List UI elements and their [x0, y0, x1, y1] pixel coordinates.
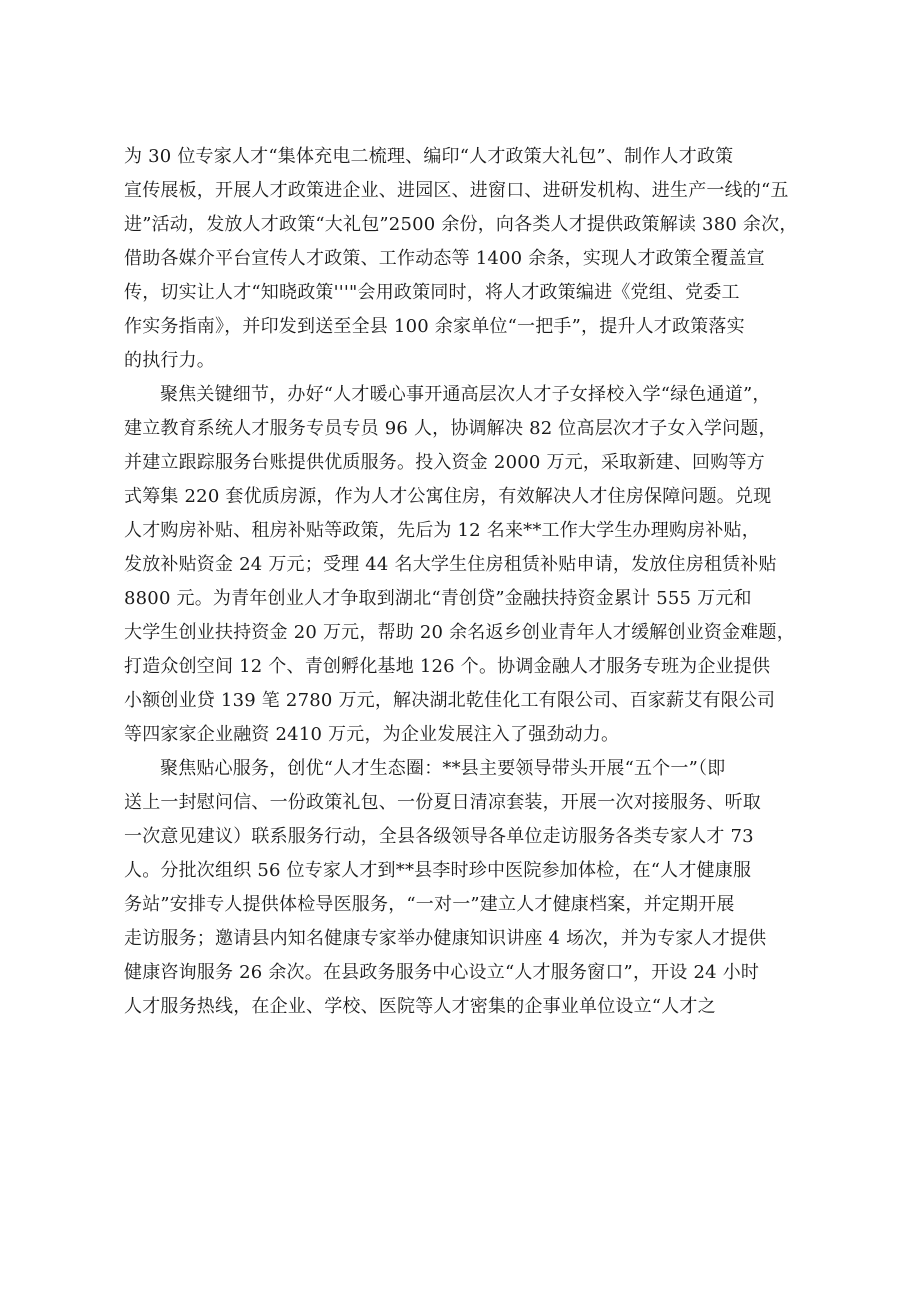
text-line: 健康咨询服务 26 余次。在县政务服务中心设立“人才服务窗口”，开设 24 小时	[124, 962, 760, 983]
text-line: 送上一封慰问信、一份政策礼包、一份夏日清凉套装，开展一次对接服务、听取	[124, 792, 761, 813]
text-line: 人才购房补贴、租房补贴等政策，先后为 12 名来**工作大学生办理购房补贴，	[124, 520, 760, 541]
text-line: 8800 元。为青年创业人才争取到湖北“青创贷”金融扶持资金累计 555 万元和	[124, 588, 752, 609]
text-line: 的执行力。	[124, 350, 215, 371]
text-line: 小额创业贷 139 笔 2780 万元，解决湖北乾佳化工有限公司、百家薪艾有限公司	[124, 690, 776, 711]
text-line: 建立教育系统人才服务专员专员 96 人，协调解决 82 位高层次才子女入学问题，	[124, 418, 777, 439]
text-line: 人。分批次组织 56 位专家人才到**县李时珍中医院参加体检，在“人才健康服	[124, 860, 752, 881]
paragraph-2	[124, 378, 824, 752]
text-line: 传，切实让人才“知晓政策'''"会用政策同时，将人才政策编进《党组、党委工	[124, 282, 740, 303]
text-line: 聚焦贴心服务，创优“人才生态圈：**县主要领导带头开展“五个一”（即	[160, 758, 726, 779]
text-line: 聚焦关键细节，办好“人才暖心事开通高层次人才子女择校入学“绿色通道”，	[160, 384, 771, 405]
text-line: 发放补贴资金 24 万元；受理 44 名大学生住房租赁补贴申请，发放住房租赁补贴	[124, 554, 777, 575]
text-line: 并建立跟踪服务台账提供优质服务。投入资金 2000 万元，采取新建、回购等方	[124, 452, 765, 473]
text-line: 宣传展板，开展人才政策进企业、进园区、进窗口、进研发机构、进生产一线的“五	[124, 180, 789, 201]
text-line: 走访服务；邀请县内知名健康专家举办健康知识讲座 4 场次，并为专家人才提供	[124, 928, 767, 949]
text-line: 务站”安排专人提供体检导医服务，“一对一”建立人才健康档案，并定期开展	[124, 894, 735, 915]
paragraph-3	[124, 752, 824, 1024]
text-line: 借助各媒介平台宣传人才政策、工作动态等 1400 余条，实现人才政策全覆盖宣	[124, 248, 765, 269]
text-line: 进”活动，发放人才政策“大礼包”2500 余份，向各类人才提供政策解读 380 余次，	[124, 214, 798, 235]
text-line: 作实务指南》，并印发到送至全县 100 余家单位“一把手”，提升人才政策落实	[124, 316, 745, 337]
text-line: 大学生创业扶持资金 20 万元，帮助 20 余名返乡创业青年人才缓解创业资金难题，	[124, 622, 795, 643]
paragraph-1	[124, 140, 824, 378]
text-line: 为 30 位专家人才“集体充电二梳理、编印“人才政策大礼包”、制作人才政策	[124, 146, 734, 167]
text-line: 式筹集 220 套优质房源，作为人才公寓住房，有效解决人才住房保障问题。兑现	[124, 486, 772, 507]
text-line: 打造众创空间 12 个、青创孵化基地 126 个。协调金融人才服务专班为企业提供	[124, 656, 771, 677]
text-line: 人才服务热线，在企业、学校、医院等人才密集的企事业单位设立“人才之	[124, 996, 716, 1017]
text-line: 一次意见建议）联系服务行动，全县各级领导各单位走访服务各类专家人才 73	[124, 826, 754, 847]
text-line: 等四家家企业融资 2410 万元，为企业发展注入了强劲动力。	[124, 724, 620, 745]
document-body	[124, 140, 824, 1024]
